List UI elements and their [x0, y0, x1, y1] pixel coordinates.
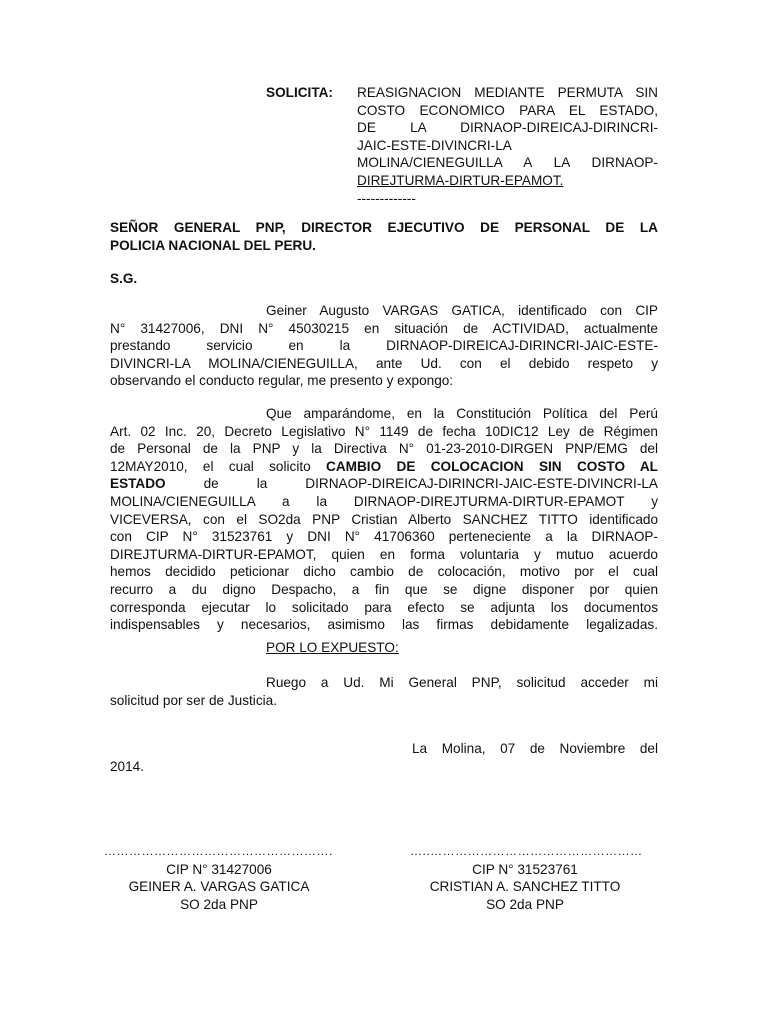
paragraph-line: Art. 02 Inc. 20, Decreto Legislativo N° 1149 de fecha 10DIC12 Ley de Régimen [110, 423, 658, 439]
signature-rank: SO 2da PNP [486, 896, 564, 912]
date-line [412, 740, 658, 758]
solicita-subject [357, 84, 658, 207]
date-text: La Molina, 07 de Noviembre del [412, 741, 658, 756]
subject-line: DE LA DIRNAOP-DIREICAJ-DIRINCRI- [357, 120, 658, 136]
paragraph-line: solicitud por ser de Justicia. [110, 692, 277, 708]
paragraph-closing [110, 674, 658, 709]
signature-rank: SO 2da PNP [180, 896, 258, 912]
signature-name: GEINER A. VARGAS GATICA [128, 879, 310, 895]
paragraph-line: con CIP N° 31523761 y DNI N° 41706360 perteneciente a la DIRNAOP- [110, 529, 658, 545]
paragraph-line: corresponda ejecutar lo solicitado para efecto se adjunta los documentos [110, 599, 658, 615]
paragraph-line: Geiner Augusto VARGAS GATICA, identificado con CIP [266, 303, 658, 318]
paragraph-intro [110, 302, 658, 390]
por-lo-expuesto: POR LO EXPUESTO: [266, 640, 399, 655]
paragraph-line: 12MAY2010, el cual solicito CAMBIO DE COLOCACION SIN COSTO AL [110, 458, 658, 474]
paragraph-line: Que amparándome, en la Constitución Política del Perú [266, 406, 658, 421]
paragraph-line: hemos decidido peticionar dicho cambio de colocación, motivo por el cual [110, 564, 658, 580]
subject-line: COSTO ECONOMICO PARA EL ESTADO, [357, 102, 658, 118]
subject-separator: ------------- [357, 190, 416, 206]
paragraph-line: indispensables y necesarios, asimismo las firmas debidamente legalizadas. [110, 617, 658, 633]
subject-line: MOLINA/CIENEGUILLA A LA DIRNAOP- [357, 155, 658, 171]
addressee-line: POLICIA NACIONAL DEL PERU. [110, 237, 316, 253]
paragraph-line: prestando servicio en la DIRNAOP-DIREICAJ-DIRINCRI-JAIC-ESTE- [110, 338, 658, 354]
salutation: S.G. [110, 271, 138, 286]
signature-block-right [410, 843, 643, 913]
paragraph-line: N° 31427006, DNI N° 45030215 en situación de ACTIVIDAD, actualmente [110, 320, 658, 336]
paragraph-line: recurro a du digno Despacho, a fin que se digne disponer por quien [110, 581, 658, 597]
bold-request: ESTADO [110, 476, 166, 492]
solicita-label: SOLICITA: [266, 85, 333, 100]
signature-cip: CIP N° 31427006 [166, 861, 272, 877]
paragraph-line: observando el conducto regular, me presento y expongo: [110, 373, 454, 389]
paragraph-line: de Personal de la PNP y la Directiva N° 01-23-2010-DIRGEN PNP/EMG del [110, 441, 658, 457]
paragraph-line: ESTADO de la DIRNAOP-DIREICAJ-DIRINCRI-JAIC-ESTE-DIVINCRI-LA [110, 476, 658, 492]
paragraph-line: DIREJTURMA-DIRTUR-EPAMOT, quien en forma voluntaria y mutuo acuerdo [110, 546, 658, 562]
signature-name: CRISTIAN A. SANCHEZ TITTO [429, 879, 621, 895]
paragraph-line: DIVINCRI-LA MOLINA/CIENEGUILLA, ante Ud. con el debido respeto y [110, 355, 658, 371]
subject-line: REASIGNACION MEDIANTE PERMUTA SIN [357, 85, 658, 100]
signature-line: …..…………………………………………… [410, 844, 643, 858]
addressee [110, 219, 658, 254]
date-year: 2014. [110, 759, 145, 774]
signature-line: ………………………………………………. [104, 844, 333, 858]
bold-request: CAMBIO DE COLOCACION SIN COSTO AL [326, 458, 658, 474]
signature-block-left [104, 843, 334, 913]
paragraph-line: Ruego a Ud. Mi General PNP, solicitud acceder mi [266, 675, 658, 690]
paragraph-body [110, 405, 658, 634]
paragraph-line: VICEVERSA, con el SO2da PNP Cristian Alberto SANCHEZ TITTO identificado [110, 511, 658, 527]
paragraph-line: MOLINA/CIENEGUILLA a la DIRNAOP-DIREJTURMA-DIRTUR-EPAMOT y [110, 493, 658, 509]
subject-line-underlined: DIREJTURMA-DIRTUR-EPAMOT. [357, 172, 564, 188]
subject-line: JAIC-ESTE-DIVINCRI-LA [357, 137, 512, 153]
signature-cip: CIP N° 31523761 [472, 861, 578, 877]
addressee-line: SEÑOR GENERAL PNP, DIRECTOR EJECUTIVO DE PERSONAL DE LA [110, 220, 658, 235]
